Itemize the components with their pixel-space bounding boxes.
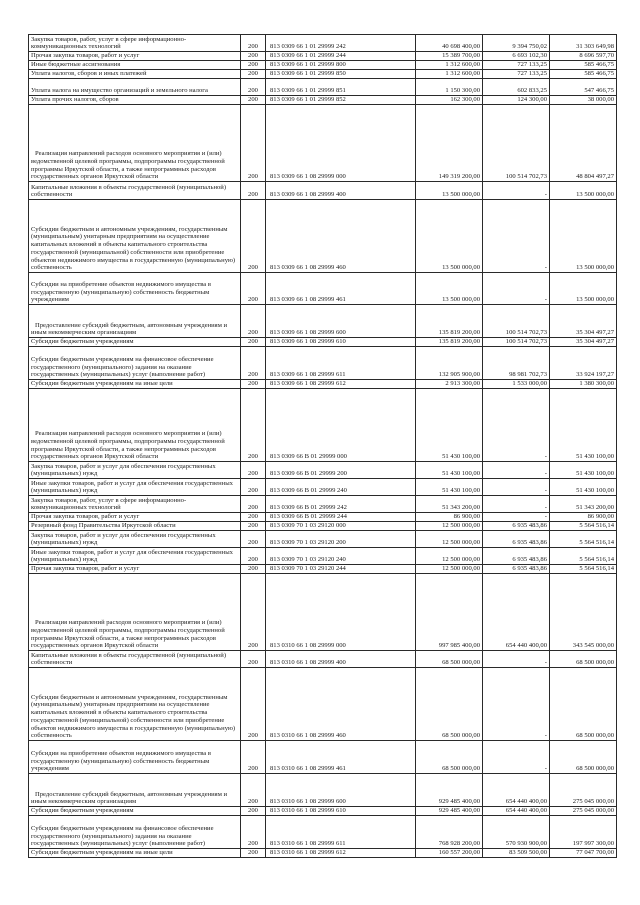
table-row <box>29 479 617 496</box>
row-remaining-amount: 31 303 649,98 <box>550 35 617 52</box>
row-executed-amount: 727 133,25 <box>483 61 550 70</box>
table-row <box>29 105 617 182</box>
row-classification-code: 813 0309 70 1 03 29120 000 <box>266 522 416 531</box>
row-type-code: 200 <box>241 816 266 849</box>
row-approved-amount: 162 300,00 <box>416 96 483 105</box>
row-name: Субсидии бюджетным учреждениям на иные цели <box>29 849 241 858</box>
row-approved-amount: 768 928 200,00 <box>416 816 483 849</box>
row-executed-amount: - <box>483 668 550 741</box>
row-type-code: 200 <box>241 807 266 816</box>
row-approved-amount: 1 150 300,00 <box>416 79 483 96</box>
row-type-code: 200 <box>241 305 266 338</box>
row-approved-amount: 13 500 000,00 <box>416 182 483 200</box>
row-classification-code: 813 0309 66 В 01 29999 200 <box>266 462 416 479</box>
row-type-code: 200 <box>241 462 266 479</box>
row-name: Закупка товаров, работ, услуг в сфере информационно-коммуникационных технологий <box>29 496 241 513</box>
row-classification-code: 813 0309 70 1 03 29120 244 <box>266 565 416 574</box>
row-type-code: 200 <box>241 849 266 858</box>
row-name: Закупка товаров, работ, услуг в сфере информационно-коммуникационных технологий <box>29 35 241 52</box>
row-executed-amount: 100 514 702,73 <box>483 105 550 182</box>
row-remaining-amount: 13 500 000,00 <box>550 273 617 305</box>
row-executed-amount: 6 935 483,86 <box>483 548 550 565</box>
row-remaining-amount: 275 045 000,00 <box>550 807 617 816</box>
row-classification-code: 813 0309 66 1 01 29999 242 <box>266 35 416 52</box>
row-classification-code: 813 0310 66 1 08 29999 600 <box>266 774 416 807</box>
table-row <box>29 496 617 513</box>
row-type-code: 200 <box>241 548 266 565</box>
row-executed-amount: 9 394 750,02 <box>483 35 550 52</box>
row-approved-amount: 68 500 000,00 <box>416 668 483 741</box>
row-type-code: 200 <box>241 273 266 305</box>
row-type-code: 200 <box>241 96 266 105</box>
row-name: Закупка товаров, работ и услуг для обеспечения государственных (муниципальных) нужд <box>29 462 241 479</box>
row-classification-code: 813 0309 66 1 01 29999 851 <box>266 79 416 96</box>
row-remaining-amount: 33 924 197,27 <box>550 347 617 380</box>
table-row <box>29 70 617 79</box>
row-name: Уплата прочих налогов, сборов <box>29 96 241 105</box>
row-remaining-amount: 585 466,75 <box>550 61 617 70</box>
row-classification-code: 813 0310 66 1 08 29999 000 <box>266 574 416 651</box>
row-remaining-amount: 13 500 000,00 <box>550 182 617 200</box>
row-type-code: 200 <box>241 496 266 513</box>
row-executed-amount: - <box>483 462 550 479</box>
row-type-code: 200 <box>241 105 266 182</box>
row-executed-amount: 6 935 483,86 <box>483 531 550 548</box>
row-approved-amount: 132 905 900,00 <box>416 347 483 380</box>
table-row <box>29 338 617 347</box>
row-executed-amount: 100 514 702,73 <box>483 338 550 347</box>
row-executed-amount: 100 514 702,73 <box>483 305 550 338</box>
row-executed-amount: 654 440 400,00 <box>483 574 550 651</box>
row-executed-amount: 6 935 483,86 <box>483 565 550 574</box>
row-type-code: 200 <box>241 79 266 96</box>
row-remaining-amount: 38 000,00 <box>550 96 617 105</box>
row-remaining-amount: 68 500 000,00 <box>550 651 617 668</box>
row-executed-amount: - <box>483 513 550 522</box>
row-type-code: 200 <box>241 347 266 380</box>
row-name: Реализация направлений расходов основного мероприятия и (или) ведомственной целевой программы, подпрограммы государственной программы Иркутской области, а также непрограммных расходов государственных органов Иркутской области <box>29 574 241 651</box>
row-name: Субсидии бюджетным и автономным учреждениям, государственным (муниципальным) унитарным предприятиям на осуществление капитальных вложений в объекты капитального строительства государственной (муниципальной) собственности или приобретение объектов недвижимого имущества в государственную (муниципальную) собственность <box>29 200 241 273</box>
row-classification-code: 813 0310 66 1 08 29999 610 <box>266 807 416 816</box>
row-type-code: 200 <box>241 182 266 200</box>
row-classification-code: 813 0309 66 В 01 29999 242 <box>266 496 416 513</box>
row-name: Капитальные вложения в объекты государственной (муниципальной) собственности <box>29 182 241 200</box>
table-row <box>29 574 617 651</box>
row-executed-amount: 83 509 500,00 <box>483 849 550 858</box>
row-remaining-amount: 48 804 497,27 <box>550 105 617 182</box>
row-remaining-amount: 35 304 497,27 <box>550 338 617 347</box>
row-approved-amount: 1 312 600,00 <box>416 70 483 79</box>
row-name: Реализация направлений расходов основного мероприятия и (или) ведомственной целевой программы, подпрограммы государственной программы Иркутской области, а также непрограммных расходов государственных органов Иркутской области <box>29 389 241 462</box>
row-classification-code: 813 0309 66 В 01 29999 000 <box>266 389 416 462</box>
row-approved-amount: 51 430 100,00 <box>416 389 483 462</box>
row-type-code: 200 <box>241 380 266 389</box>
row-type-code: 200 <box>241 479 266 496</box>
row-name: Субсидии на приобретение объектов недвижимого имущества в государственную (муниципальную) собственность бюджетным учреждениям <box>29 741 241 774</box>
row-name: Иные закупки товаров, работ и услуг для обеспечения государственных (муниципальных) нужд <box>29 479 241 496</box>
table-row <box>29 35 617 52</box>
row-executed-amount: 654 440 400,00 <box>483 807 550 816</box>
row-remaining-amount: 5 564 516,14 <box>550 522 617 531</box>
row-type-code: 200 <box>241 668 266 741</box>
row-type-code: 200 <box>241 513 266 522</box>
row-approved-amount: 40 698 400,00 <box>416 35 483 52</box>
row-type-code: 200 <box>241 338 266 347</box>
table-row <box>29 668 617 741</box>
table-row <box>29 522 617 531</box>
row-approved-amount: 160 557 200,00 <box>416 849 483 858</box>
table-row <box>29 816 617 849</box>
table-row <box>29 531 617 548</box>
row-name: Уплата налога на имущество организаций и земельного налога <box>29 79 241 96</box>
table-row <box>29 849 617 858</box>
table-row <box>29 347 617 380</box>
row-classification-code: 813 0310 66 1 08 29999 461 <box>266 741 416 774</box>
row-name: Уплата налогов, сборов и иных платежей <box>29 70 241 79</box>
row-classification-code: 813 0309 66 1 08 29999 460 <box>266 200 416 273</box>
row-name: Субсидии бюджетным учреждениям <box>29 807 241 816</box>
row-classification-code: 813 0310 66 1 08 29999 400 <box>266 651 416 668</box>
row-approved-amount: 2 913 300,00 <box>416 380 483 389</box>
row-approved-amount: 68 500 000,00 <box>416 651 483 668</box>
row-executed-amount: 98 981 702,73 <box>483 347 550 380</box>
row-name: Субсидии бюджетным и автономным учреждениям, государственным (муниципальным) унитарным предприятиям на осуществление капитальных вложений в объекты капитального строительства государственной (муниципальной) собственности или приобретение объектов недвижимого имущества в государственную (муниципальную) собственность <box>29 668 241 741</box>
row-executed-amount: 6 935 483,86 <box>483 522 550 531</box>
row-executed-amount: 654 440 400,00 <box>483 774 550 807</box>
row-approved-amount: 68 500 000,00 <box>416 741 483 774</box>
row-approved-amount: 86 900,00 <box>416 513 483 522</box>
row-remaining-amount: 5 564 516,14 <box>550 548 617 565</box>
row-executed-amount: - <box>483 651 550 668</box>
row-remaining-amount: 86 900,00 <box>550 513 617 522</box>
table-row <box>29 651 617 668</box>
row-name: Резервный фонд Правительства Иркутской области <box>29 522 241 531</box>
row-approved-amount: 135 819 200,00 <box>416 338 483 347</box>
row-approved-amount: 51 430 100,00 <box>416 462 483 479</box>
table-row <box>29 565 617 574</box>
row-name: Субсидии на приобретение объектов недвижимого имущества в государственную (муниципальную) собственность бюджетным учреждениям <box>29 273 241 305</box>
row-type-code: 200 <box>241 52 266 61</box>
row-remaining-amount: 51 343 200,00 <box>550 496 617 513</box>
row-executed-amount: 570 930 900,00 <box>483 816 550 849</box>
row-approved-amount: 135 819 200,00 <box>416 305 483 338</box>
row-executed-amount: - <box>483 741 550 774</box>
row-remaining-amount: 547 466,75 <box>550 79 617 96</box>
row-type-code: 200 <box>241 741 266 774</box>
row-remaining-amount: 13 500 000,00 <box>550 200 617 273</box>
row-name: Субсидии бюджетным учреждениям на иные цели <box>29 380 241 389</box>
row-remaining-amount: 51 430 100,00 <box>550 462 617 479</box>
row-executed-amount: 602 833,25 <box>483 79 550 96</box>
row-classification-code: 813 0309 66 1 08 29999 610 <box>266 338 416 347</box>
row-classification-code: 813 0309 66 В 01 29999 244 <box>266 513 416 522</box>
row-executed-amount: - <box>483 273 550 305</box>
row-remaining-amount: 35 304 497,27 <box>550 305 617 338</box>
row-name: Прочая закупка товаров, работ и услуг <box>29 565 241 574</box>
table-row <box>29 513 617 522</box>
table-row <box>29 380 617 389</box>
budget-table-page <box>28 34 614 858</box>
row-classification-code: 813 0309 70 1 03 29120 240 <box>266 548 416 565</box>
row-name: Субсидии бюджетным учреждениям <box>29 338 241 347</box>
budget-table-body <box>29 35 617 858</box>
row-executed-amount: 124 300,00 <box>483 96 550 105</box>
row-approved-amount: 51 430 100,00 <box>416 479 483 496</box>
table-row <box>29 305 617 338</box>
row-name: Прочая закупка товаров, работ и услуг <box>29 513 241 522</box>
row-name: Иные закупки товаров, работ и услуг для обеспечения государственных (муниципальных) нужд <box>29 548 241 565</box>
row-classification-code: 813 0309 70 1 03 29120 200 <box>266 531 416 548</box>
row-type-code: 200 <box>241 389 266 462</box>
row-type-code: 200 <box>241 574 266 651</box>
row-approved-amount: 149 319 200,00 <box>416 105 483 182</box>
row-approved-amount: 997 985 400,00 <box>416 574 483 651</box>
row-remaining-amount: 68 500 000,00 <box>550 668 617 741</box>
row-remaining-amount: 343 545 000,00 <box>550 574 617 651</box>
row-classification-code: 813 0309 66 1 08 29999 000 <box>266 105 416 182</box>
table-row <box>29 548 617 565</box>
row-approved-amount: 12 500 000,00 <box>416 565 483 574</box>
row-classification-code: 813 0309 66 1 01 29999 244 <box>266 52 416 61</box>
table-row <box>29 389 617 462</box>
row-approved-amount: 12 500 000,00 <box>416 522 483 531</box>
table-row <box>29 52 617 61</box>
row-approved-amount: 13 500 000,00 <box>416 273 483 305</box>
row-executed-amount: 727 133,25 <box>483 70 550 79</box>
row-approved-amount: 51 343 200,00 <box>416 496 483 513</box>
row-executed-amount: - <box>483 389 550 462</box>
row-executed-amount: - <box>483 200 550 273</box>
row-type-code: 200 <box>241 35 266 52</box>
row-name: Реализация направлений расходов основного мероприятия и (или) ведомственной целевой программы, подпрограммы государственной программы Иркутской области, а также непрограммных расходов государственных органов Иркутской области <box>29 105 241 182</box>
table-row <box>29 200 617 273</box>
row-name: Субсидии бюджетным учреждениям на финансовое обеспечение государственного (муниципального) задания на оказание государственных (муниципальных) услуг (выполнение работ) <box>29 347 241 380</box>
row-remaining-amount: 197 997 300,00 <box>550 816 617 849</box>
row-name: Капитальные вложения в объекты государственной (муниципальной) собственности <box>29 651 241 668</box>
row-remaining-amount: 68 500 000,00 <box>550 741 617 774</box>
row-type-code: 200 <box>241 651 266 668</box>
row-classification-code: 813 0309 66 1 08 29999 611 <box>266 347 416 380</box>
row-type-code: 200 <box>241 774 266 807</box>
row-approved-amount: 13 500 000,00 <box>416 200 483 273</box>
row-remaining-amount: 275 045 000,00 <box>550 774 617 807</box>
row-remaining-amount: 51 430 100,00 <box>550 479 617 496</box>
row-classification-code: 813 0310 66 1 08 29999 460 <box>266 668 416 741</box>
row-remaining-amount: 5 564 516,14 <box>550 531 617 548</box>
row-name: Закупка товаров, работ и услуг для обеспечения государственных (муниципальных) нужд <box>29 531 241 548</box>
table-row <box>29 774 617 807</box>
row-type-code: 200 <box>241 522 266 531</box>
row-type-code: 200 <box>241 565 266 574</box>
row-classification-code: 813 0309 66 1 01 29999 850 <box>266 70 416 79</box>
row-remaining-amount: 5 564 516,14 <box>550 565 617 574</box>
row-type-code: 200 <box>241 61 266 70</box>
row-approved-amount: 929 485 400,00 <box>416 807 483 816</box>
row-name: Иные бюджетные ассигнования <box>29 61 241 70</box>
row-remaining-amount: 51 430 100,00 <box>550 389 617 462</box>
row-remaining-amount: 77 047 700,00 <box>550 849 617 858</box>
table-row <box>29 79 617 96</box>
table-row <box>29 741 617 774</box>
row-executed-amount: - <box>483 479 550 496</box>
table-row <box>29 807 617 816</box>
row-remaining-amount: 585 466,75 <box>550 70 617 79</box>
budget-table <box>28 34 617 858</box>
row-approved-amount: 929 485 400,00 <box>416 774 483 807</box>
row-type-code: 200 <box>241 70 266 79</box>
row-approved-amount: 12 500 000,00 <box>416 548 483 565</box>
row-name: Предоставление субсидий бюджетным, автономным учреждениям и иным некоммерческим организациям <box>29 305 241 338</box>
row-approved-amount: 12 500 000,00 <box>416 531 483 548</box>
table-row <box>29 462 617 479</box>
row-classification-code: 813 0309 66 1 01 29999 852 <box>266 96 416 105</box>
row-classification-code: 813 0309 66 1 01 29999 800 <box>266 61 416 70</box>
row-type-code: 200 <box>241 531 266 548</box>
table-row <box>29 96 617 105</box>
row-name: Предоставление субсидий бюджетным, автономным учреждениям и иным некоммерческим организациям <box>29 774 241 807</box>
row-executed-amount: - <box>483 182 550 200</box>
table-row <box>29 61 617 70</box>
row-approved-amount: 1 312 600,00 <box>416 61 483 70</box>
row-classification-code: 813 0309 66 В 01 29999 240 <box>266 479 416 496</box>
table-row <box>29 273 617 305</box>
row-classification-code: 813 0309 66 1 08 29999 400 <box>266 182 416 200</box>
row-remaining-amount: 1 380 300,00 <box>550 380 617 389</box>
row-executed-amount: - <box>483 496 550 513</box>
row-name: Прочая закупка товаров, работ и услуг <box>29 52 241 61</box>
row-executed-amount: 1 533 000,00 <box>483 380 550 389</box>
row-classification-code: 813 0310 66 1 08 29999 612 <box>266 849 416 858</box>
table-row <box>29 182 617 200</box>
row-name: Субсидии бюджетным учреждениям на финансовое обеспечение государственного (муниципального) задания на оказание государственных (муниципальных) услуг (выполнение работ) <box>29 816 241 849</box>
row-classification-code: 813 0309 66 1 08 29999 612 <box>266 380 416 389</box>
row-classification-code: 813 0309 66 1 08 29999 600 <box>266 305 416 338</box>
row-executed-amount: 6 693 102,30 <box>483 52 550 61</box>
row-approved-amount: 15 389 700,00 <box>416 52 483 61</box>
row-classification-code: 813 0309 66 1 08 29999 461 <box>266 273 416 305</box>
row-remaining-amount: 8 696 597,70 <box>550 52 617 61</box>
row-classification-code: 813 0310 66 1 08 29999 611 <box>266 816 416 849</box>
row-type-code: 200 <box>241 200 266 273</box>
